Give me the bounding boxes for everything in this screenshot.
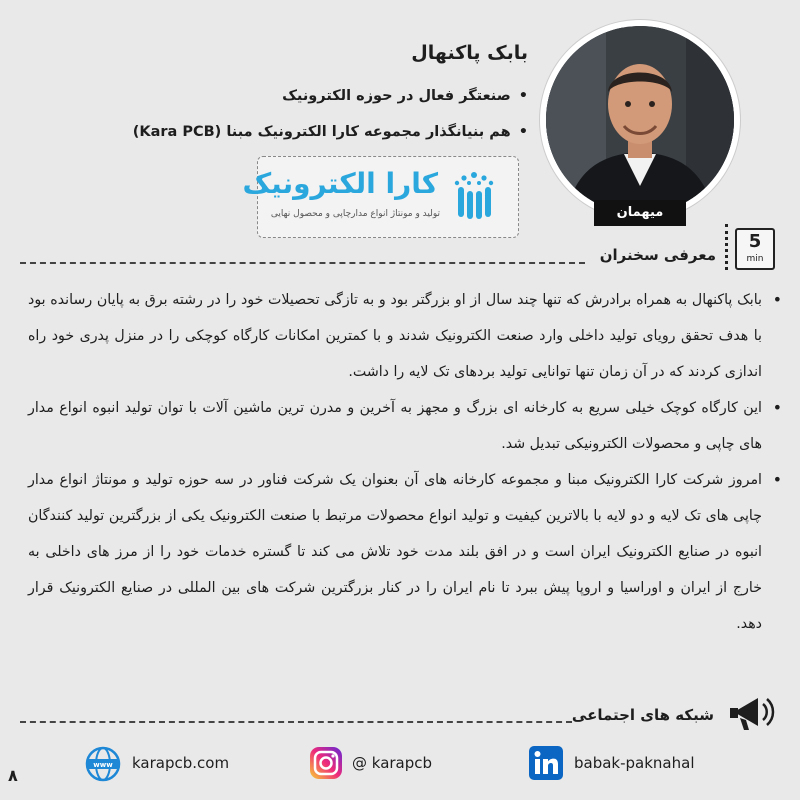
timer-icon xyxy=(735,228,775,270)
megaphone-icon xyxy=(728,690,776,738)
speaker-name: بابک پاکنهال xyxy=(411,42,528,64)
website-text: karapcb.com xyxy=(132,754,230,772)
timer-unit: min xyxy=(746,254,764,264)
speaker-role-2: •هم بنیانگذار مجموعه کارا الکترونیک مبنا (Kara PCB) xyxy=(132,124,528,140)
instagram-icon xyxy=(308,745,344,785)
kara-logo-icon xyxy=(448,169,500,227)
film-strip-icon xyxy=(725,224,734,270)
speaker-role-1: •صنعتگر فعال در حوزه الکترونیک xyxy=(282,88,528,104)
social-section-title: شبکه های اجتماعی xyxy=(571,706,714,724)
instagram-text: @ karapcb xyxy=(352,754,433,772)
speaker-photo-frame xyxy=(540,20,740,220)
section-divider xyxy=(20,262,585,264)
bio-paragraph-1: • بابک پاکنهال به همراه برادرش که تنها چند سال از او بزرگتر بود و به تازگی تحصیلات خود را در رشته برق به پایان رسانده بود با هدف تحقق رویای تولید داخلی وارد صنعت الکترونیک شدند و با کمترین امکانات کارگاه کوچکی را در منزل پدری خود راه اندازی کردند که در آن زمان تنها توانایی تولید بردهای تک لایه را داشت. xyxy=(28,282,782,390)
speaker-photo xyxy=(546,26,734,214)
svg-text:www: www xyxy=(93,761,113,769)
bio-paragraph-2: • این کارگاه کوچک خیلی سریع به کارخانه ای بزرگ و مجهز به آخرین و مدرن ترین ماشین آلات با توان تولید انبوه انواع مدار های چاپی و محصولات الکترونیکی تبدیل شد. xyxy=(28,390,782,462)
logo-subtitle: تولید و مونتاژ انواع مدارچاپی و محصول نهایی xyxy=(270,209,440,219)
social-divider xyxy=(20,721,572,723)
page-number: ۸ xyxy=(8,766,18,785)
timer-value: 5 xyxy=(748,231,762,252)
intro-section-title: معرفی سخنران xyxy=(599,246,716,264)
logo-title: کارا الکترونیک xyxy=(242,167,438,200)
guest-label: میهمان xyxy=(594,200,686,226)
linkedin-icon xyxy=(528,745,564,785)
bio-content xyxy=(28,282,782,642)
company-logo-box xyxy=(242,156,519,238)
bio-paragraph-3: • امروز شرکت کارا الکترونیک مبنا و مجموعه کارخانه های آن بعنوان یک شرکت فناور در سه حوزه تولید و مونتاژ انواع مدار چاپی های تک لایه و دو لایه با بالاترین کیفیت و تولید انواع محصولات مرتبط با صنعت الکترونیک یکی از بزرگترین تولید کنندگان انبوه در صنایع الکترونیک ایران است و در افق بلند مدت خود تلاش می کند تا گستره خدمات خود را از مرز های داخلی به خارج از ایران و اوراسیا و اروپا پیش ببرد تا نام ایران را در کنار بزرگترین شرکت های بین المللی در صنایع الکترونیک قرار دهد. xyxy=(28,462,782,642)
web-icon xyxy=(84,745,122,787)
linkedin-text: babak-paknahal xyxy=(574,754,695,772)
